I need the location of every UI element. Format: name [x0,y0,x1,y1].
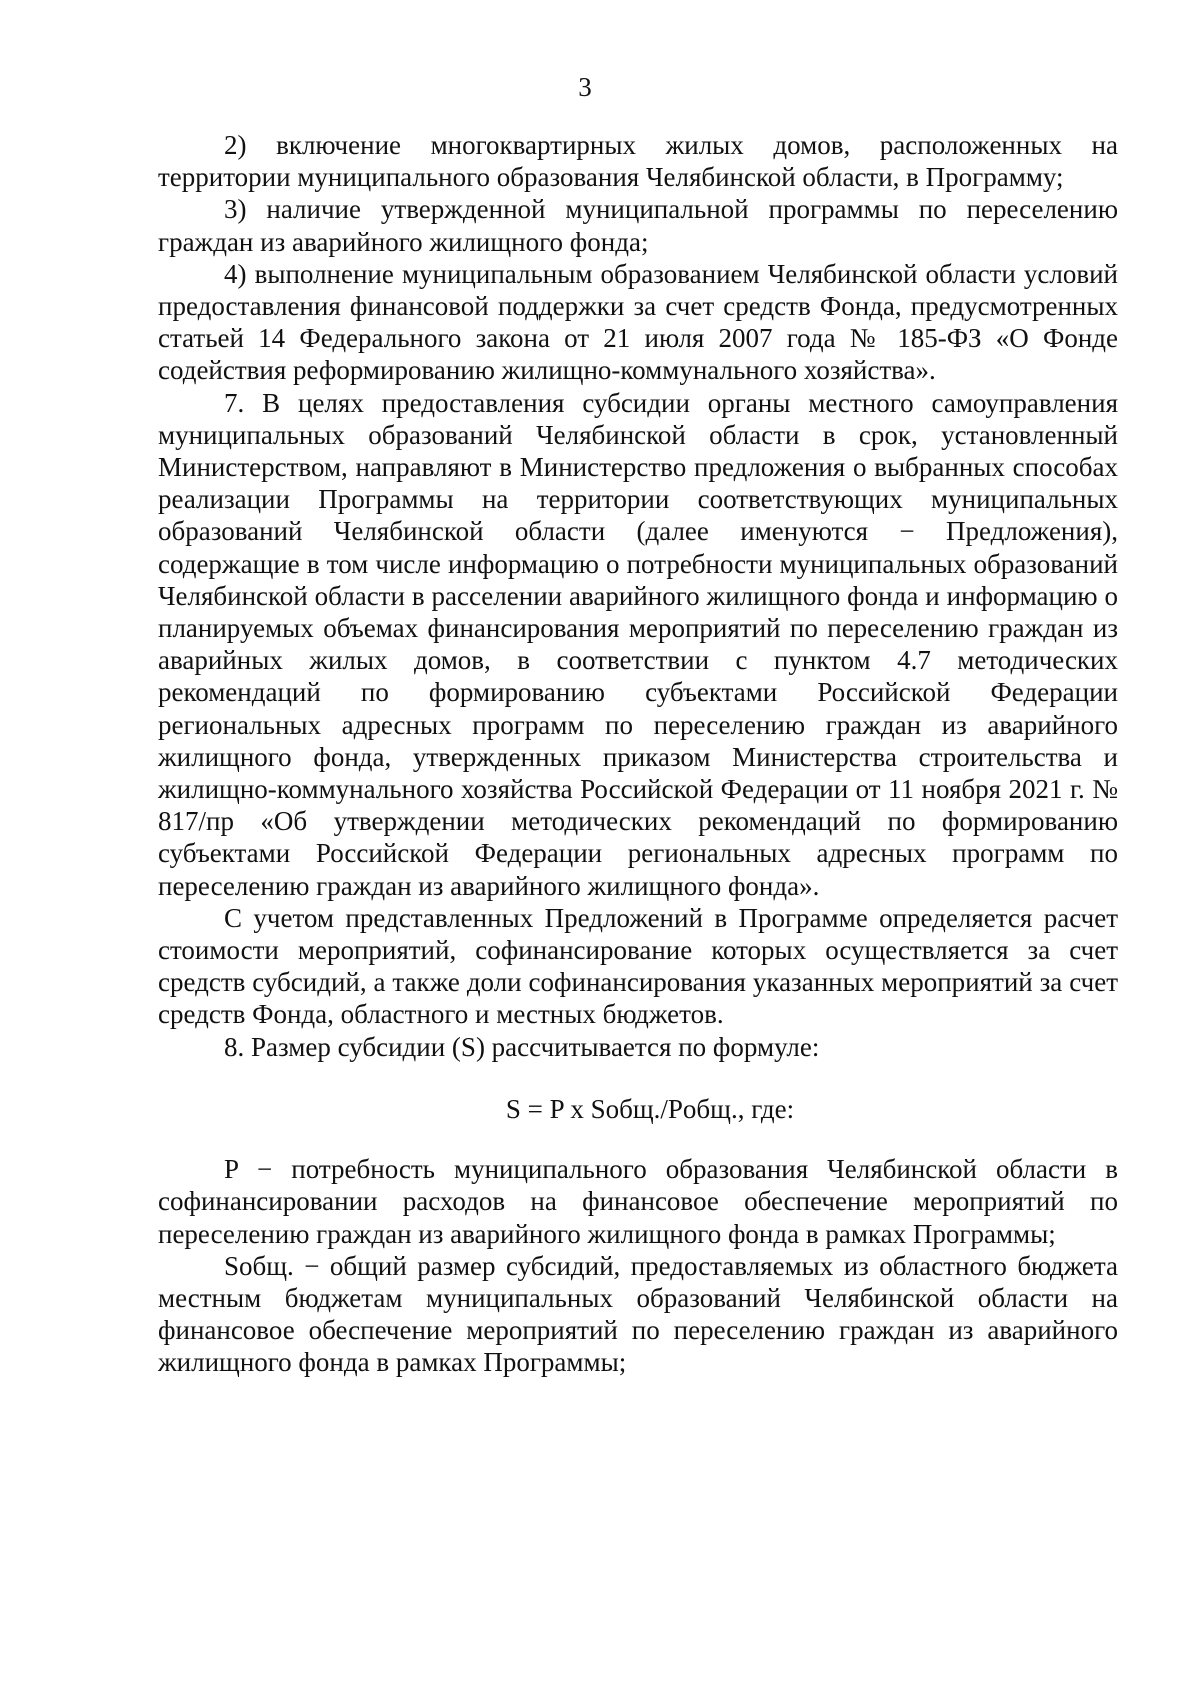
definition-s-total: Sобщ. − общий размер субсидий, предоставляемых из областного бюджета местным бюджетам муниципальных образований Челябинской области на финансовое обеспечение мероприятий по переселению граждан из аварийного жилищного фонда в рамках Программы; [158,1250,1118,1378]
paragraph-item-2: 2) включение многоквартирных жилых домов, расположенных на территории муниципального образования Челябинской области, в Программу; [158,130,1118,193]
definition-p: P − потребность муниципального образования Челябинской области в софинансировании расходов на финансовое обеспечение мероприятий по переселению граждан из аварийного жилищного фонда в рамках Программы; [158,1154,1118,1249]
page-number: 3 [578,72,592,102]
paragraph-item-4: 4) выполнение муниципальным образованием Челябинской области условий предоставления финансовой поддержки за счет средств Фонда, предусмотренных статьей 14 Федерального закона от 21 июля 2007 года № 185-ФЗ «О Фонде содействия реформированию жилищно-коммунального хозяйства». [158,258,1118,386]
paragraph-item-3: 3) наличие утвержденной муниципальной программы по переселению граждан из аварийного жилищного фонда; [158,194,1118,257]
subsidy-formula: S = P x Sобщ./Pобщ., где: [505,1093,795,1124]
document-body [158,129,1118,1379]
paragraph-clause-7: 7. В целях предоставления субсидии органы местного самоуправления муниципальных образований Челябинской области в срок, установленный Министерством, направляют в Министерство предложения о выбранных способах реализации Программы на территории соответствующих муниципальных образований Челябинской области (далее именуются − Предложения), содержащие в том числе информацию о потребности муниципальных образований Челябинской области в расселении аварийного жилищного фонда и информацию о планируемых объемах финансирования мероприятий по переселению граждан из аварийных жилых домов, в соответствии с пунктом 4.7 методических рекомендаций по формированию субъектами Российской Федерации региональных адресных программ по переселению граждан из аварийного жилищного фонда, утвержденных приказом Министерства строительства и жилищно-коммунального хозяйства Российской Федерации от 11 ноября 2021 г. № 817/пр «Об утверждении методических рекомендаций по формированию субъектами Российской Федерации региональных адресных программ по переселению граждан из аварийного жилищного фонда». [158,387,1118,901]
paragraph-cofinancing: С учетом представленных Предложений в Программе определяется расчет стоимости мероприятий, софинансирование которых осуществляется за счет средств субсидий, а также доли софинансирования указанных мероприятий за счет средств Фонда, областного и местных бюджетов. [158,902,1118,1030]
paragraph-clause-8: 8. Размер субсидии (S) рассчитывается по формуле: [224,1031,820,1062]
